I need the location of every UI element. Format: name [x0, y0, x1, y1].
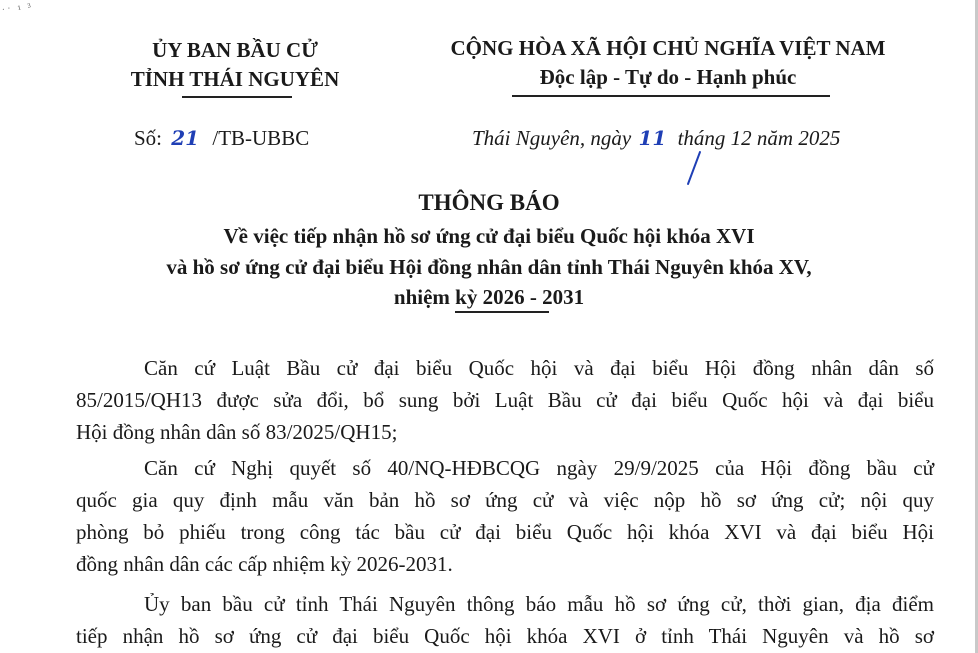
paragraph-legal-basis-1 [76, 352, 934, 448]
paragraph-line: Căn cứ Luật Bầu cử đại biểu Quốc hội và đại biểu Hội đồng nhân dân số [144, 356, 934, 380]
national-header [418, 34, 918, 92]
document-title: THÔNG BÁO [418, 190, 560, 215]
doc-number-prefix: Số: [134, 126, 163, 150]
doc-number-handwritten: 21 [171, 126, 200, 150]
paragraph-line: 85/2015/QH13 được sửa đổi, bổ sung bởi Luật Bầu cử đại biểu Quốc hội và đại biểu [76, 388, 934, 412]
subtitle-line-2: và hồ sơ ứng cử đại biểu Hội đồng nhân dân tỉnh Thái Nguyên khóa XV, [166, 255, 812, 279]
paragraph-line: Hội đồng nhân dân số 83/2025/QH15; [76, 420, 398, 444]
org-underline [182, 96, 292, 98]
nation-motto: Độc lập - Tự do - Hạnh phúc [539, 65, 797, 89]
paragraph-legal-basis-2 [76, 452, 934, 580]
date-suffix: tháng 12 năm 2025 [677, 126, 841, 150]
paragraph-line: phòng bỏ phiếu trong công tác bầu cử đại biểu Quốc hội khóa XVI và đại biểu Hội [76, 520, 934, 544]
issuing-org-header [100, 36, 370, 94]
org-line-1: ỦY BAN BẦU CỬ [152, 38, 318, 62]
org-line-2: TỈNH THÁI NGUYÊN [130, 67, 340, 91]
paragraph-line: Ủy ban bầu cử tỉnh Thái Nguyên thông báo mẫu hồ sơ ứng cử, thời gian, địa điểm [144, 592, 934, 616]
subtitle-line-3: nhiệm kỳ 2026 - 2031 [393, 285, 585, 309]
subtitle-line-1: Về việc tiếp nhận hồ sơ ứng cử đại biểu Quốc hội khóa XVI [223, 224, 755, 248]
corner-scan-mark: ˙˙ ¹ ³ [1, 0, 35, 20]
paragraph-line: tiếp nhận hồ sơ ứng cử đại biểu Quốc hội khóa XVI ở tỉnh Thái Nguyên và hồ sơ [76, 624, 934, 648]
pen-stroke-mark [680, 150, 706, 188]
paragraph-line: Căn cứ Nghị quyết số 40/NQ-HĐBCQG ngày 29/9/2025 của Hội đồng bầu cử [144, 456, 934, 480]
document-number [134, 126, 309, 151]
date-prefix: Thái Nguyên, ngày [472, 126, 632, 150]
nation-title: CỘNG HÒA XÃ HỘI CHỦ NGHĨA VIỆT NAM [450, 36, 886, 60]
motto-underline [512, 95, 830, 97]
doc-number-suffix: /TB-UBBC [212, 126, 310, 150]
paragraph-announcement [76, 588, 934, 652]
paragraph-line: đồng nhân dân các cấp nhiệm kỳ 2026-2031. [76, 552, 453, 576]
paragraph-line: quốc gia quy định mẫu văn bản hồ sơ ứng cử và việc nộp hồ sơ ứng cử; nội quy [76, 488, 934, 512]
date-day-handwritten: 11 [638, 126, 667, 150]
title-underline [455, 311, 549, 313]
issue-date [472, 126, 840, 151]
